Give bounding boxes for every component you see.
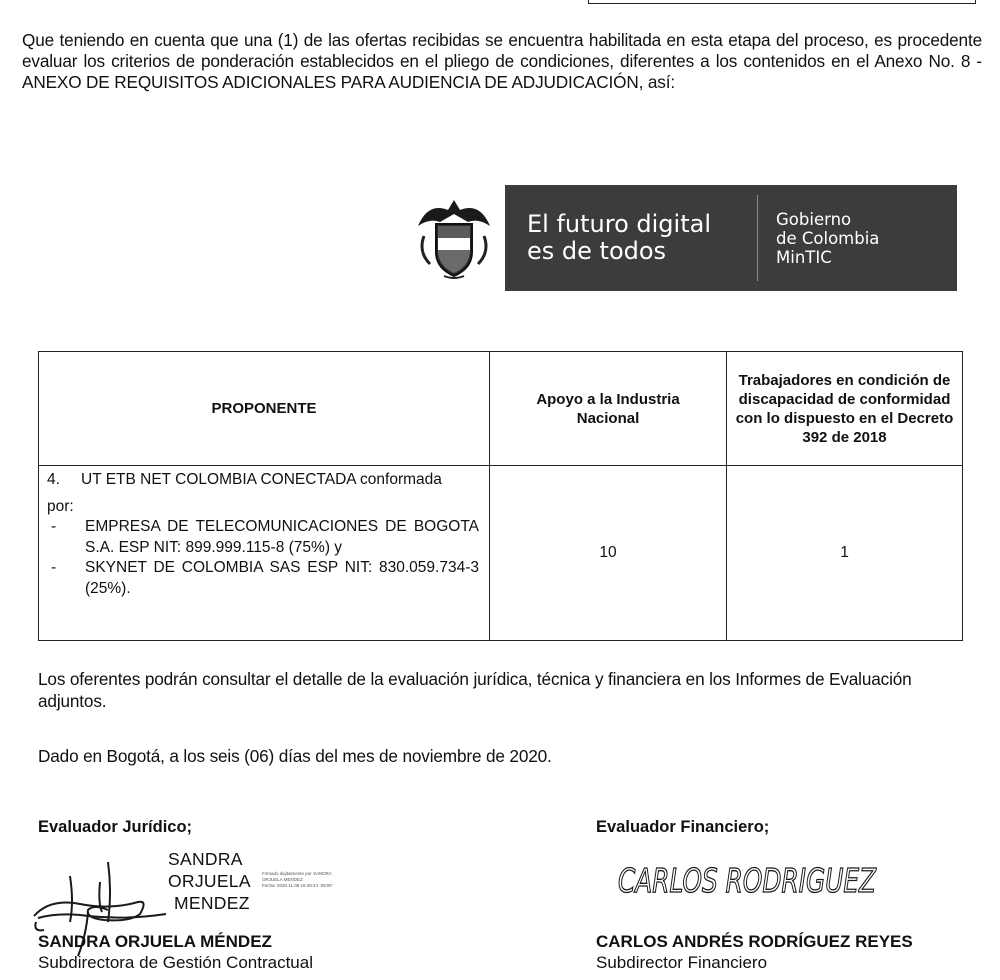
financiero-name: CARLOS ANDRÉS RODRÍGUEZ REYES [596,932,913,951]
slogan-line2: es de todos [527,237,667,265]
date-paragraph: Dado en Bogotá, a los seis (06) días del mes de noviembre de 2020. [38,746,552,766]
top-box-fragment [588,0,976,4]
financiero-heading: Evaluador Financiero; [596,818,770,836]
trabajadores-value: 1 [727,466,963,641]
proponent-name: UT ETB NET COLOMBIA CONECTADA conformada [81,471,442,488]
gov-line3: MinTIC [776,247,832,267]
stamp-line3: MENDEZ [174,893,250,913]
stamp-line2: ORJUELA [168,871,251,891]
member-dash: - [51,559,57,576]
header-proponente: PROPONENTE [39,352,490,466]
financiero-role: Subdirector Financiero [596,953,768,972]
intro-paragraph: Que teniendo en cuenta que una (1) de las ofertas recibidas se encuentra habilitada en esta etapa del proceso, es procedente evaluar los criterios de ponderación establecidos en el pliego de condiciones, diferentes a los contenidos en el Anexo No. 8 - ANEXO DE REQUISITOS ADICIONALES PARA AUDIENCIA DE ADJUDICACIÓN, así: [22,30,982,92]
member-text: EMPRESA DE TELECOMUNICACIONES DE BOGOTA S.A. ESP NIT: 899.999.115-8 (75%) y [85,518,479,556]
gov-line1: Gobierno [776,209,852,229]
juridico-role: Subdirectora de Gestión Contractual [38,953,313,972]
table-row [39,466,963,641]
gov-label [758,210,879,267]
gov-banner [505,185,957,291]
stamp-small3: Fecha: 2020.11.06 16:28:44 -05'00' [262,883,333,888]
member-text: SKYNET DE COLOMBIA SAS ESP NIT: 830.059.734-3 (25%). [85,559,479,597]
proponent-line [47,470,479,491]
header-trabajadores: Trabajadores en condición de discapacidad de conformidad con lo dispuesto en el Decreto 392 de 2018 [727,352,963,466]
member-item [49,517,479,558]
proponente-cell [39,466,490,641]
evaluation-table [38,351,963,641]
juridico-digital-stamp [168,848,251,914]
gov-line2: de Colombia [776,228,880,248]
financiero-handwritten-signature [612,838,882,910]
member-item [49,558,479,599]
consult-paragraph: Los oferentes podrán consultar el detalle de la evaluación jurídica, técnica y financiera en los Informes de Evaluación adjuntos. [38,669,912,711]
juridico-heading: Evaluador Jurídico; [38,818,193,836]
financiero-handwritten-text: CARLOS RODRIGUEZ [618,861,878,900]
table-header-row [39,352,963,466]
header-apoyo: Apoyo a la Industria Nacional [490,352,727,466]
stamp-line1: SANDRA [168,849,243,869]
slogan-line1: El futuro digital [527,210,711,238]
apoyo-value: 10 [490,466,727,641]
stamp-small1: Firmado digitalmente por SANDRA [262,871,332,876]
colombia-coat-of-arms-icon [414,196,494,280]
slogan [505,211,757,265]
member-dash: - [51,518,57,535]
juridico-name: SANDRA ORJUELA MÉNDEZ [38,932,272,951]
proponent-number: 4. [47,471,60,488]
proponent-por: por: [47,497,74,515]
juridico-stamp-details [262,871,336,889]
stamp-small2: ORJUELA MENDEZ [262,877,303,882]
